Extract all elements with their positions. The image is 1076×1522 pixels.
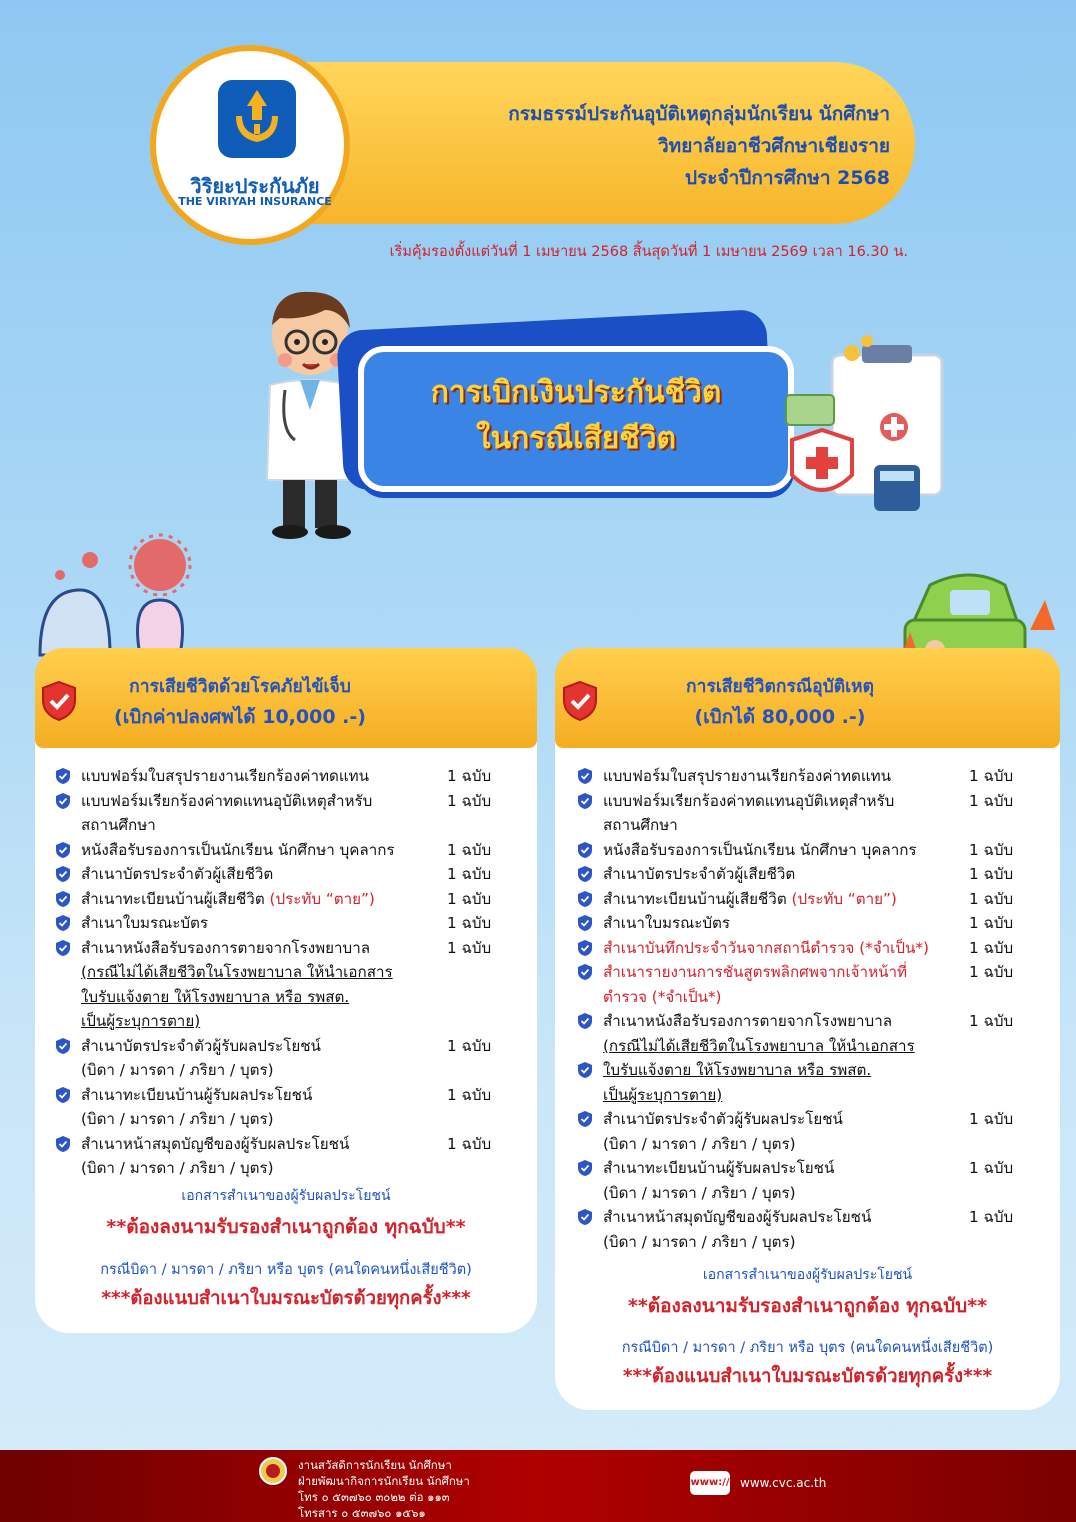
shield-bullet-icon [577,1012,593,1030]
left-note-attach: ***ต้องแนบสำเนาใบมรณะบัตรด้วยทุกครั้ง*** [101,1288,471,1309]
item-qty: 1 ฉบับ [447,914,492,932]
header-title [360,98,890,194]
shield-bullet-icon [55,792,71,810]
shield-bullet-icon [55,939,71,957]
item-text [81,936,447,1034]
item-qty: 1 ฉบับ [447,865,492,883]
shield-check-icon [561,680,599,722]
list-item [577,1205,1047,1254]
shield-bullet-icon [577,792,593,810]
item-qty: 1 ฉบับ [447,840,492,859]
item-qty: 1 ฉบับ [969,914,1014,932]
item-line: สำเนาหนังสือรับรองการตายจากโรงพยาบาล [603,1012,893,1030]
shield-bullet-icon [577,1159,593,1177]
item-qty [969,1058,1029,1107]
item-qty: 1 ฉบับ [969,1208,1014,1226]
list-item [577,838,1047,863]
item-text: แบบฟอร์มใบสรุปรายงานเรียกร้องค่าทดแทน [81,767,370,785]
shield-bullet-icon [55,914,71,932]
shield-bullet-icon [577,865,593,883]
list-item [55,911,525,936]
left-note-certify: **ต้องลงนามรับรองสำเนาถูกต้อง ทุกฉบับ** [106,1216,466,1238]
list-item [55,936,525,1034]
list-item [55,1132,525,1181]
footer-line-3: โทร ๐ ๕๓๗๖๐ ๓๐๒๒ ต่อ ๑๑๓ [298,1490,450,1504]
left-note-case: กรณีบิดา / มารดา / ภริยา หรือ บุตร (คนใดคนหนึ่งเสียชีวิต) [100,1262,472,1278]
list-item [55,1083,525,1132]
right-title: การเสียชีวิตกรณีอุบัติเหตุ [686,677,874,697]
shield-bullet-icon [577,1061,593,1079]
item-qty: 1 ฉบับ [447,1085,492,1104]
list-item [577,862,1047,887]
item-text: สำเนาบัตรประจำตัวผู้เสียชีวิต [81,865,274,883]
item-line: สำเนาหนังสือรับรองการตายจากโรงพยาบาล [81,938,371,957]
item-qty: 1 ฉบับ [969,1012,1014,1030]
viriyah-logo-icon [218,80,296,158]
footer-line-2: ฝ่ายพัฒนากิจการนักเรียน นักศึกษา [298,1474,470,1488]
shield-bullet-icon [55,1086,71,1104]
item-line: เป็นผู้ระบุการตาย) [603,1085,723,1104]
left-title: การเสียชีวิตด้วยโรคภัยไข้เจ็บ [129,677,351,697]
item-text: สำเนาบัตรประจำตัวผู้เสียชีวิต [603,865,796,883]
item-line: (กรณีไม่ได้เสียชีวิตในโรงพยาบาล ให้นำเอกสาร [81,963,393,981]
list-item [577,789,1047,838]
item-qty: 1 ฉบับ [447,767,492,785]
item-qty: 1 ฉบับ [447,889,492,908]
shield-bullet-icon [577,939,593,957]
item-text: สำเนาใบมรณะบัตร [81,914,209,932]
right-note-beneficiary: เอกสารสำเนาของผู้รับผลประโยชน์ [702,1267,913,1283]
item-line: ใบรับแจ้งตาย ให้โรงพยาบาล หรือ รพสต. [81,987,350,1006]
header-line-1: กรมธรรม์ประกันอุบัติเหตุกลุ่มนักเรียน นักศึกษา [508,103,890,125]
item-line: แบบฟอร์มเรียกร้องค่าทดแทนอุบัติเหตุสำหรับ [81,791,373,810]
item-qty: 1 ฉบับ [447,1134,492,1153]
item-qty: 1 ฉบับ [969,840,1014,859]
shield-bullet-icon [577,890,593,908]
item-text [81,1083,447,1132]
item-line: สำเนารายงานการชันสูตรพลิกศพจากเจ้าหน้าที่ [603,963,908,981]
right-note-attach: ***ต้องแนบสำเนาใบมรณะบัตรด้วยทุกครั้ง*** [622,1366,993,1387]
item-line: สำเนาหน้าสมุดบัญชีของผู้รับผลประโยชน์ [81,1134,350,1153]
item-text [603,887,969,912]
item-text [81,789,447,838]
list-item [577,1156,1047,1205]
footer-line-4: โทรสาร ๐ ๕๓๗๖๐ ๑๕๖๑ [298,1506,426,1520]
footer-line-1: งานสวัสดิการนักเรียน นักศึกษา [298,1458,452,1472]
item-text [81,1132,447,1181]
item-line: (บิดา / มารดา / ภริยา / บุตร) [81,1061,274,1079]
item-qty: 1 ฉบับ [969,963,1014,981]
list-item [577,1107,1047,1156]
web-icon: www:// [690,1471,730,1495]
shield-bullet-icon [55,865,71,883]
right-document-list [577,764,1047,1254]
item-text [603,1156,969,1205]
item-line: สำเนาบัตรประจำตัวผู้รับผลประโยชน์ [81,1036,321,1055]
shield-bullet-icon [55,890,71,908]
item-text: แบบฟอร์มใบสรุปรายงานเรียกร้องค่าทดแทน [603,767,892,785]
item-line: สำเนาทะเบียนบ้านผู้เสียชีวิต [603,889,787,908]
shield-bullet-icon [577,1208,593,1226]
item-line: สำเนาทะเบียนบ้านผู้เสียชีวิต [81,889,265,908]
item-line: (กรณีไม่ได้เสียชีวิตในโรงพยาบาล ให้นำเอกสาร [603,1036,915,1055]
item-line: (บิดา / มารดา / ภริยา / บุตร) [81,1110,274,1128]
virus-illustration-icon [30,520,210,660]
item-text [603,960,969,1009]
right-note-certify: **ต้องลงนามรับรองสำเนาถูกต้อง ทุกฉบับ** [627,1295,988,1317]
item-line: (บิดา / มารดา / ภริยา / บุตร) [603,1232,796,1251]
stamp-note: (ประทับ “ตาย”) [269,889,375,908]
list-item [55,838,525,863]
item-line: สำเนาทะเบียนบ้านผู้รับผลประโยชน์ [603,1159,835,1177]
list-item [577,764,1047,789]
item-line: (บิดา / มารดา / ภริยา / บุตร) [603,1134,796,1153]
item-qty: 1 ฉบับ [447,791,492,810]
item-qty: 1 ฉบับ [969,1110,1014,1128]
item-qty: 1 ฉบับ [969,938,1014,957]
footer-contact [298,1457,470,1521]
list-item [577,887,1047,912]
item-qty: 1 ฉบับ [447,1036,492,1055]
shield-bullet-icon [577,841,593,859]
list-item [55,887,525,912]
item-line: (บิดา / มารดา / ภริยา / บุตร) [81,1159,274,1177]
item-line: สถานศึกษา [603,816,678,834]
shield-bullet-icon [55,1135,71,1153]
shield-bullet-icon [577,914,593,932]
header-line-3: ประจำปีการศึกษา 2568 [685,167,890,189]
item-qty: 1 ฉบับ [969,889,1014,908]
coverage-period: เริ่มคุ้มรองตั้งแต่วันที่ 1 เมษายน 2568 สิ้นสุดวันที่ 1 เมษายน 2569 เวลา 16.30 น. [389,244,908,260]
item-line: ตำรวจ (*จำเป็น*) [603,987,722,1006]
left-document-list [55,764,525,1181]
item-line: สำเนาบัตรประจำตัวผู้รับผลประโยชน์ [603,1110,843,1128]
list-item [577,911,1047,936]
insurance-document-icon [782,335,962,515]
item-qty: 1 ฉบับ [969,767,1014,785]
shield-bullet-icon [55,767,71,785]
list-item [55,789,525,838]
list-item [55,1034,525,1083]
item-line: เป็นผู้ระบุการตาย) [81,1012,201,1030]
item-text: หนังสือรับรองการเป็นนักเรียน นักศึกษา บุคลากร [81,840,395,859]
banner-line-2: ในกรณีเสียชีวิต [475,421,677,456]
list-item [577,936,1047,961]
item-qty: 1 ฉบับ [447,938,492,957]
logo-name-en: THE VIRIYAH INSURANCE [178,195,332,208]
item-line: สำเนาหน้าสมุดบัญชีของผู้รับผลประโยชน์ [603,1208,872,1226]
shield-bullet-icon [55,841,71,859]
item-qty: 1 ฉบับ [969,865,1014,883]
list-item [577,1009,1047,1058]
item-text [81,1034,447,1083]
item-text: หนังสือรับรองการเป็นนักเรียน นักศึกษา บุคลากร [603,840,917,859]
list-item [577,1058,1047,1107]
item-text [603,1107,969,1156]
item-text: สำเนาบันทึกประจำวันจากสถานีตำรวจ (*จำเป็น*) [603,938,929,957]
footer-bar [0,1450,1076,1522]
item-text [603,789,969,838]
shield-bullet-icon [577,1110,593,1128]
header-line-2: วิทยาลัยอาชีวศึกษาเชียงราย [658,135,890,157]
item-text [603,1058,969,1107]
shield-check-icon [40,680,78,722]
item-line: (บิดา / มารดา / ภริยา / บุตร) [603,1183,796,1202]
list-item [55,862,525,887]
item-text [603,1009,969,1058]
list-item [55,764,525,789]
shield-bullet-icon [577,767,593,785]
item-qty: 1 ฉบับ [969,791,1014,810]
college-emblem-icon [258,1456,288,1486]
logo-name-th: วิริยะประกันภัย [190,174,320,198]
item-line: สำเนาทะเบียนบ้านผู้รับผลประโยชน์ [81,1085,313,1104]
shield-bullet-icon [55,1037,71,1055]
stamp-note: (ประทับ “ตาย”) [791,889,897,908]
banner-line-1: การเบิกเงินประกันชีวิต [430,375,722,410]
item-text [81,887,447,912]
item-qty: 1 ฉบับ [969,1159,1014,1177]
item-line: สถานศึกษา [81,816,156,834]
left-note-beneficiary: เอกสารสำเนาของผู้รับผลประโยชน์ [181,1188,391,1204]
website-link[interactable]: www.cvc.ac.th [740,1476,827,1490]
item-text [603,1205,969,1254]
item-line: แบบฟอร์มเรียกร้องค่าทดแทนอุบัติเหตุสำหรับ [603,791,895,810]
list-item [577,960,1047,1009]
shield-bullet-icon [577,963,593,981]
right-note-case: กรณีบิดา / มารดา / ภริยา หรือ บุตร (คนใดคนหนึ่งเสียชีวิต) [621,1340,994,1356]
item-text: สำเนาใบมรณะบัตร [603,914,731,932]
right-subtitle: (เบิกได้ 80,000 .-) [694,706,866,728]
banner-title [358,370,794,462]
left-subtitle: (เบิกค่าปลงศพได้ 10,000 .-) [114,706,366,728]
item-line: ใบรับแจ้งตาย ให้โรงพยาบาล หรือ รพสต. [603,1061,872,1079]
